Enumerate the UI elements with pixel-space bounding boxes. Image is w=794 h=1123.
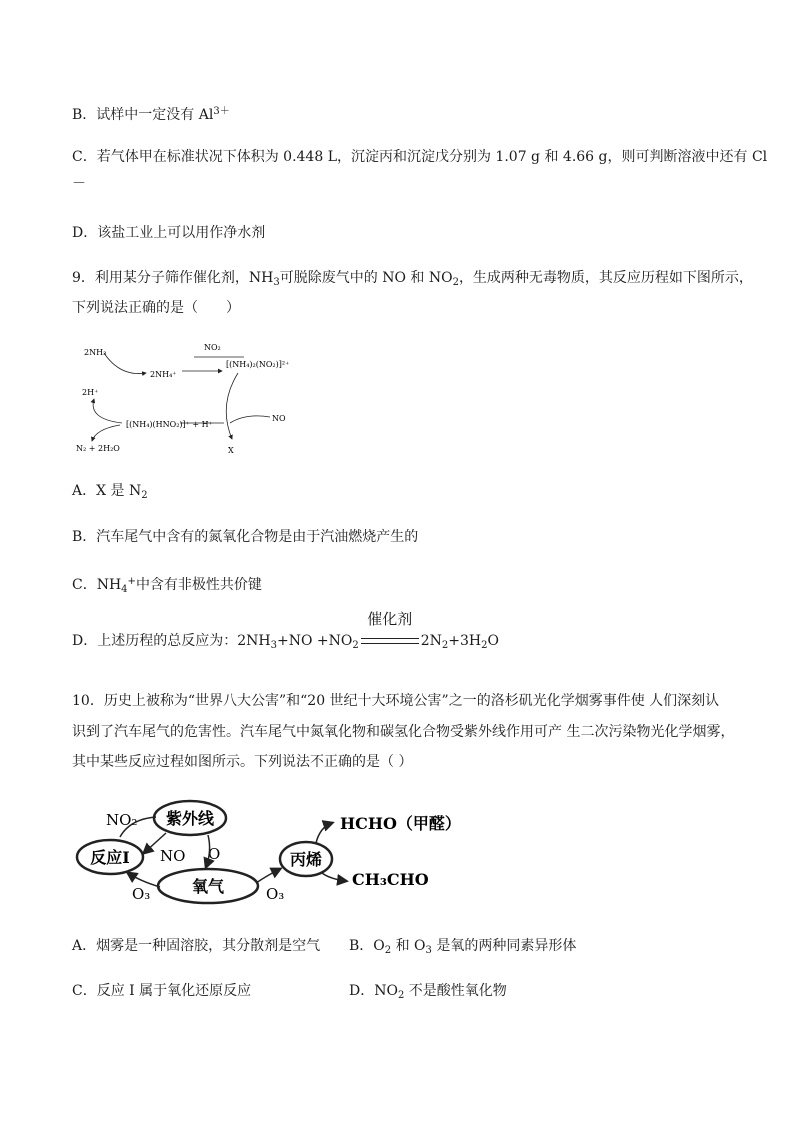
q10-propene-label: 丙烯 [289,850,323,869]
q10-option-b-suffix: 是氧的两种同素异形体 [431,938,577,954]
q9-no2-label: NO₂ [204,343,221,352]
q10-o3-left-label: O₃ [132,885,151,903]
q10-stem-line1: 10．历史上被称为“世界八大公害”和“20 世纪十大环境公害”之一的洛杉矶光化学烟雾事件使 人们深刻认 [72,693,720,709]
q8-option-b-text: B．试样中一定没有 Al [72,107,214,123]
q9-catalyst-label: 催化剂 [367,610,413,628]
q10-option-c: C．反应 I 属于氧化还原反应 [72,983,252,999]
q10-hcho-label: HCHO（甲醛） [340,814,461,833]
q9-stem-part1: 9．利用某分子筛作催化剂，NH [72,270,274,286]
q10-o3-right-label: O₃ [266,885,285,903]
q9-arrow-to-products [92,425,120,441]
q9-option-d-o: O [487,633,499,649]
q9-stem-part3: ，生成两种无毒物质，其反应历程如下图所示， [458,270,753,286]
q9-arrow-nh3-to-nh4 [104,353,146,374]
q10-ch3cho-label: CH₃CHO [352,870,429,889]
q10-option-b-mid: 和 O [391,938,426,954]
q9-option-d-h2o: +3H [448,633,482,649]
q10-option-b: B．$O_2$ 和 $O_3$ 是氧的两种同素异形体 [349,938,577,956]
q10-uv-label: 紫外线 [165,809,215,828]
q9-mechanism-diagram [70,335,310,460]
q9-no-label: NO [272,414,286,423]
q9-stem: 9．利用某分子筛作催化剂，$NH_3$可脱除废气中的 NO 和 $NO_2$，生成两种无毒物质，其反应历程如下图所示， [72,270,753,288]
q8-option-c: C．若气体甲在标准状况下体积为 0.448 L，沉淀丙和沉淀戊分别为 1.07 g 和 4.66 g，则可判断溶液中还有 Cl [72,149,768,165]
q10-smog-diagram [70,795,461,910]
q10-no2-label: NO₂ [106,811,138,829]
q8-option-b-charge: 3＋ [213,106,230,117]
q9-option-c-prefix: C．NH [72,577,122,593]
q9-h-plus-label: 2H⁺ [82,388,99,397]
q10-arrow-o3-right [256,869,280,883]
q10-option-d-prefix: D．NO [349,983,398,999]
q9-nh3-label: 2NH₃ [84,348,107,357]
q10-reaction1-label: 反应I [90,848,130,867]
q10-option-d-suffix: 不是酸性氧化物 [404,983,507,999]
q9-products-label: N₂ + 2H₂O [76,444,120,453]
q10-option-d: D．$NO_2$ 不是酸性氧化物 [349,983,507,1001]
q9-option-b: B．汽车尾气中含有的氮氧化合物是由于汽油燃烧产生的 [72,529,419,545]
q9-option-d-n2: 2N [420,633,442,649]
q10-o-label: O [208,845,221,863]
q8-option-c-cont: － [72,176,86,192]
q10-arrow-hcho [316,823,332,843]
q9-stem-line2: 下列说法正确的是（ ） [72,300,240,316]
q9-complex1-label: [(NH₄)₂(NO₂)]²⁺ [226,360,290,369]
q9-option-d-prefix: D．上述历程的总反应为：2NH [72,633,271,649]
q8-option-d: D．该盐工业上可以用作净水剂 [72,225,266,241]
q10-option-b-prefix: B．O [349,938,385,954]
q9-option-d: D．上述历程的总反应为：$2NH_3+NO +NO_2$ 催化剂 $2N_2+3H_2O$ [72,610,499,651]
q9-arrow-to-h-plus [93,399,122,423]
q10-oxygen-label: 氧气 [191,877,225,896]
q10-option-a: A．烟雾是一种固溶胶，其分散剂是空气 [72,938,321,954]
q8-option-b [72,103,230,124]
q9-nh4-label: 2NH₄⁺ [150,370,177,379]
q9-option-a-text: A．X 是 N [72,483,142,499]
q10-no-label: NO [160,847,186,865]
q9-option-a: A．X 是 $N_2$ [72,483,148,501]
q10-stem-line3: 其中某些反应过程如图所示。下列说法不正确的是（ ） [72,754,413,770]
q9-option-c-suffix: 中含有非极性共价键 [135,577,262,593]
q9-option-c: C．$NH_4^+$中含有非极性共价键 [72,576,262,595]
q9-no-input-line [230,416,270,423]
q9-complex2-label: [(NH₄)(HNO₂)]⁺ + H⁺ [126,420,213,429]
q9-stem-part2: 可脱除废气中的 NO 和 NO [279,270,453,286]
q9-catalyst-equals [361,610,419,650]
q10-arrow-ch3cho [322,873,346,881]
q9-option-d-mid: +NO +NO [276,633,353,649]
q9-arrow-to-x [226,373,238,439]
q10-stem-line2: 识到了汽车尾气的危害性。汽车尾气中氮氧化物和碳氢化合物受紫外线作用可产 生二次污染物光化学烟雾， [72,724,735,740]
q9-x-label: X [228,446,234,455]
